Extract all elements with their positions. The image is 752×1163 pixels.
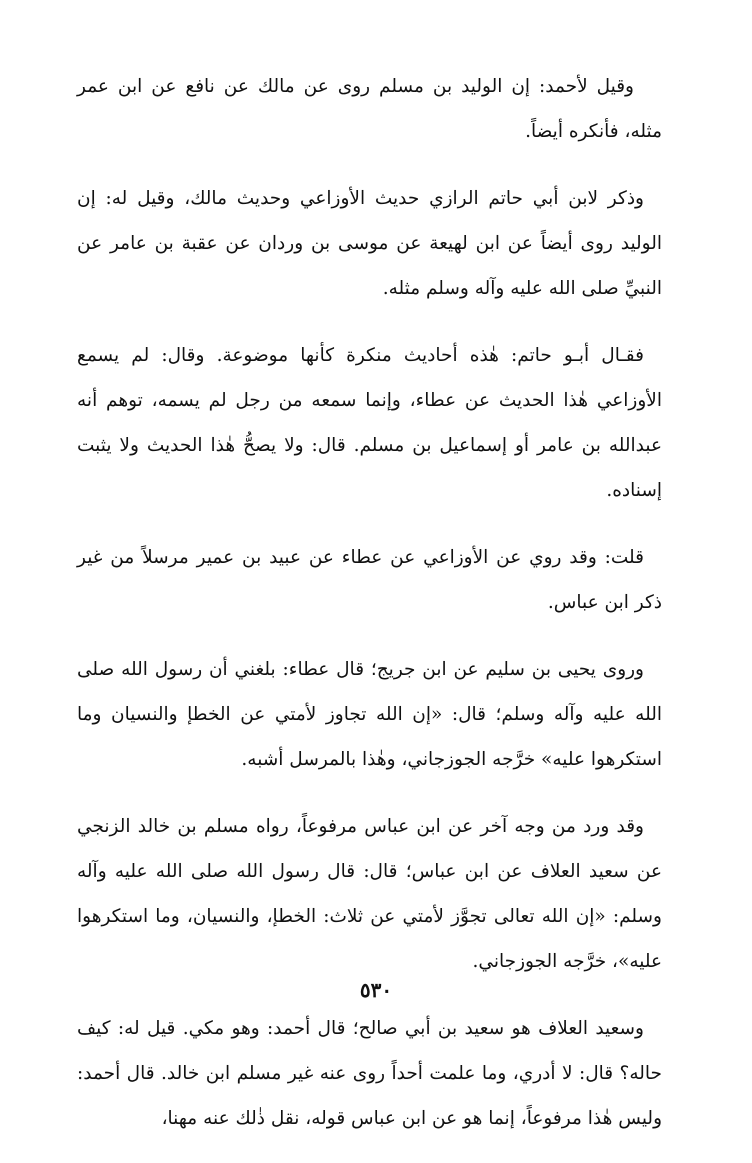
page-number: ٥٣٠ (359, 978, 393, 1002)
paragraph-1: وقيل لأحمد: إن الوليد بن مسلم روى عن مالك عن نافع عن ابن عمر مثله، فأنكره أيضاً. (77, 76, 662, 142)
paragraph-7: وسعيد العلاف هو سعيد بن أبي صالح؛ قال أحمد: وهو مكي. قيل له: كيف حاله؟ قال: لا أدري، وما علمت أحداً روى عنه غير مسلم ابن خالد. قال أحمد: وليس هٰذا مرفوعاً، إنما هو عن ابن عباس قوله، نقل ذٰلك عنه مهنا، (77, 1018, 662, 1129)
paragraph-5: وروى يحيى بن سليم عن ابن جريج؛ قال عطاء: بلغني أن رسول الله صلى الله عليه وآله وسلم؛ قال: «إن الله تجاوز لأمتي عن الخطإ والنسيان وما استكرهوا عليه» خرَّجه الجوزجاني، وهٰذا بالمرسل أشبه. (77, 659, 662, 770)
paragraph-4: قلت: وقد روي عن الأوزاعي عن عطاء عن عبيد بن عمير مرسلاً من غير ذكر ابن عباس. (77, 547, 662, 613)
paragraph-3: فقـال أبـو حاتم: هٰذه أحاديث منكرة كأنها موضوعة. وقال: لم يسمع الأوزاعي هٰذا الحديث عن عطاء، وإنما سمعه من رجل لم يسمه، توهم أنه عبدالله بن عامر أو إسماعيل بن مسلم. قال: ولا يصحُّ هٰذا الحديث ولا يثبت إسناده. (77, 345, 662, 501)
paragraph-2: وذكر لابن أبي حاتم الرازي حديث الأوزاعي وحديث مالك، وقيل له: إن الوليد روى أيضاً عن ابن لهيعة عن موسى بن وردان عن عقبة بن عامر عن النبيِّ صلى الله عليه وآله وسلم مثله. (77, 188, 662, 299)
paragraph-6: وقد ورد من وجه آخر عن ابن عباس مرفوعاً، رواه مسلم بن خالد الزنجي عن سعيد العلاف عن ابن عباس؛ قال: قال رسول الله صلى الله عليه وآله وسلم: «إن الله تعالى تجوَّز لأمتي عن ثلاث: الخطإ، والنسيان، وما استكرهوا عليه»، خرَّجه الجوزجاني. (77, 816, 662, 972)
